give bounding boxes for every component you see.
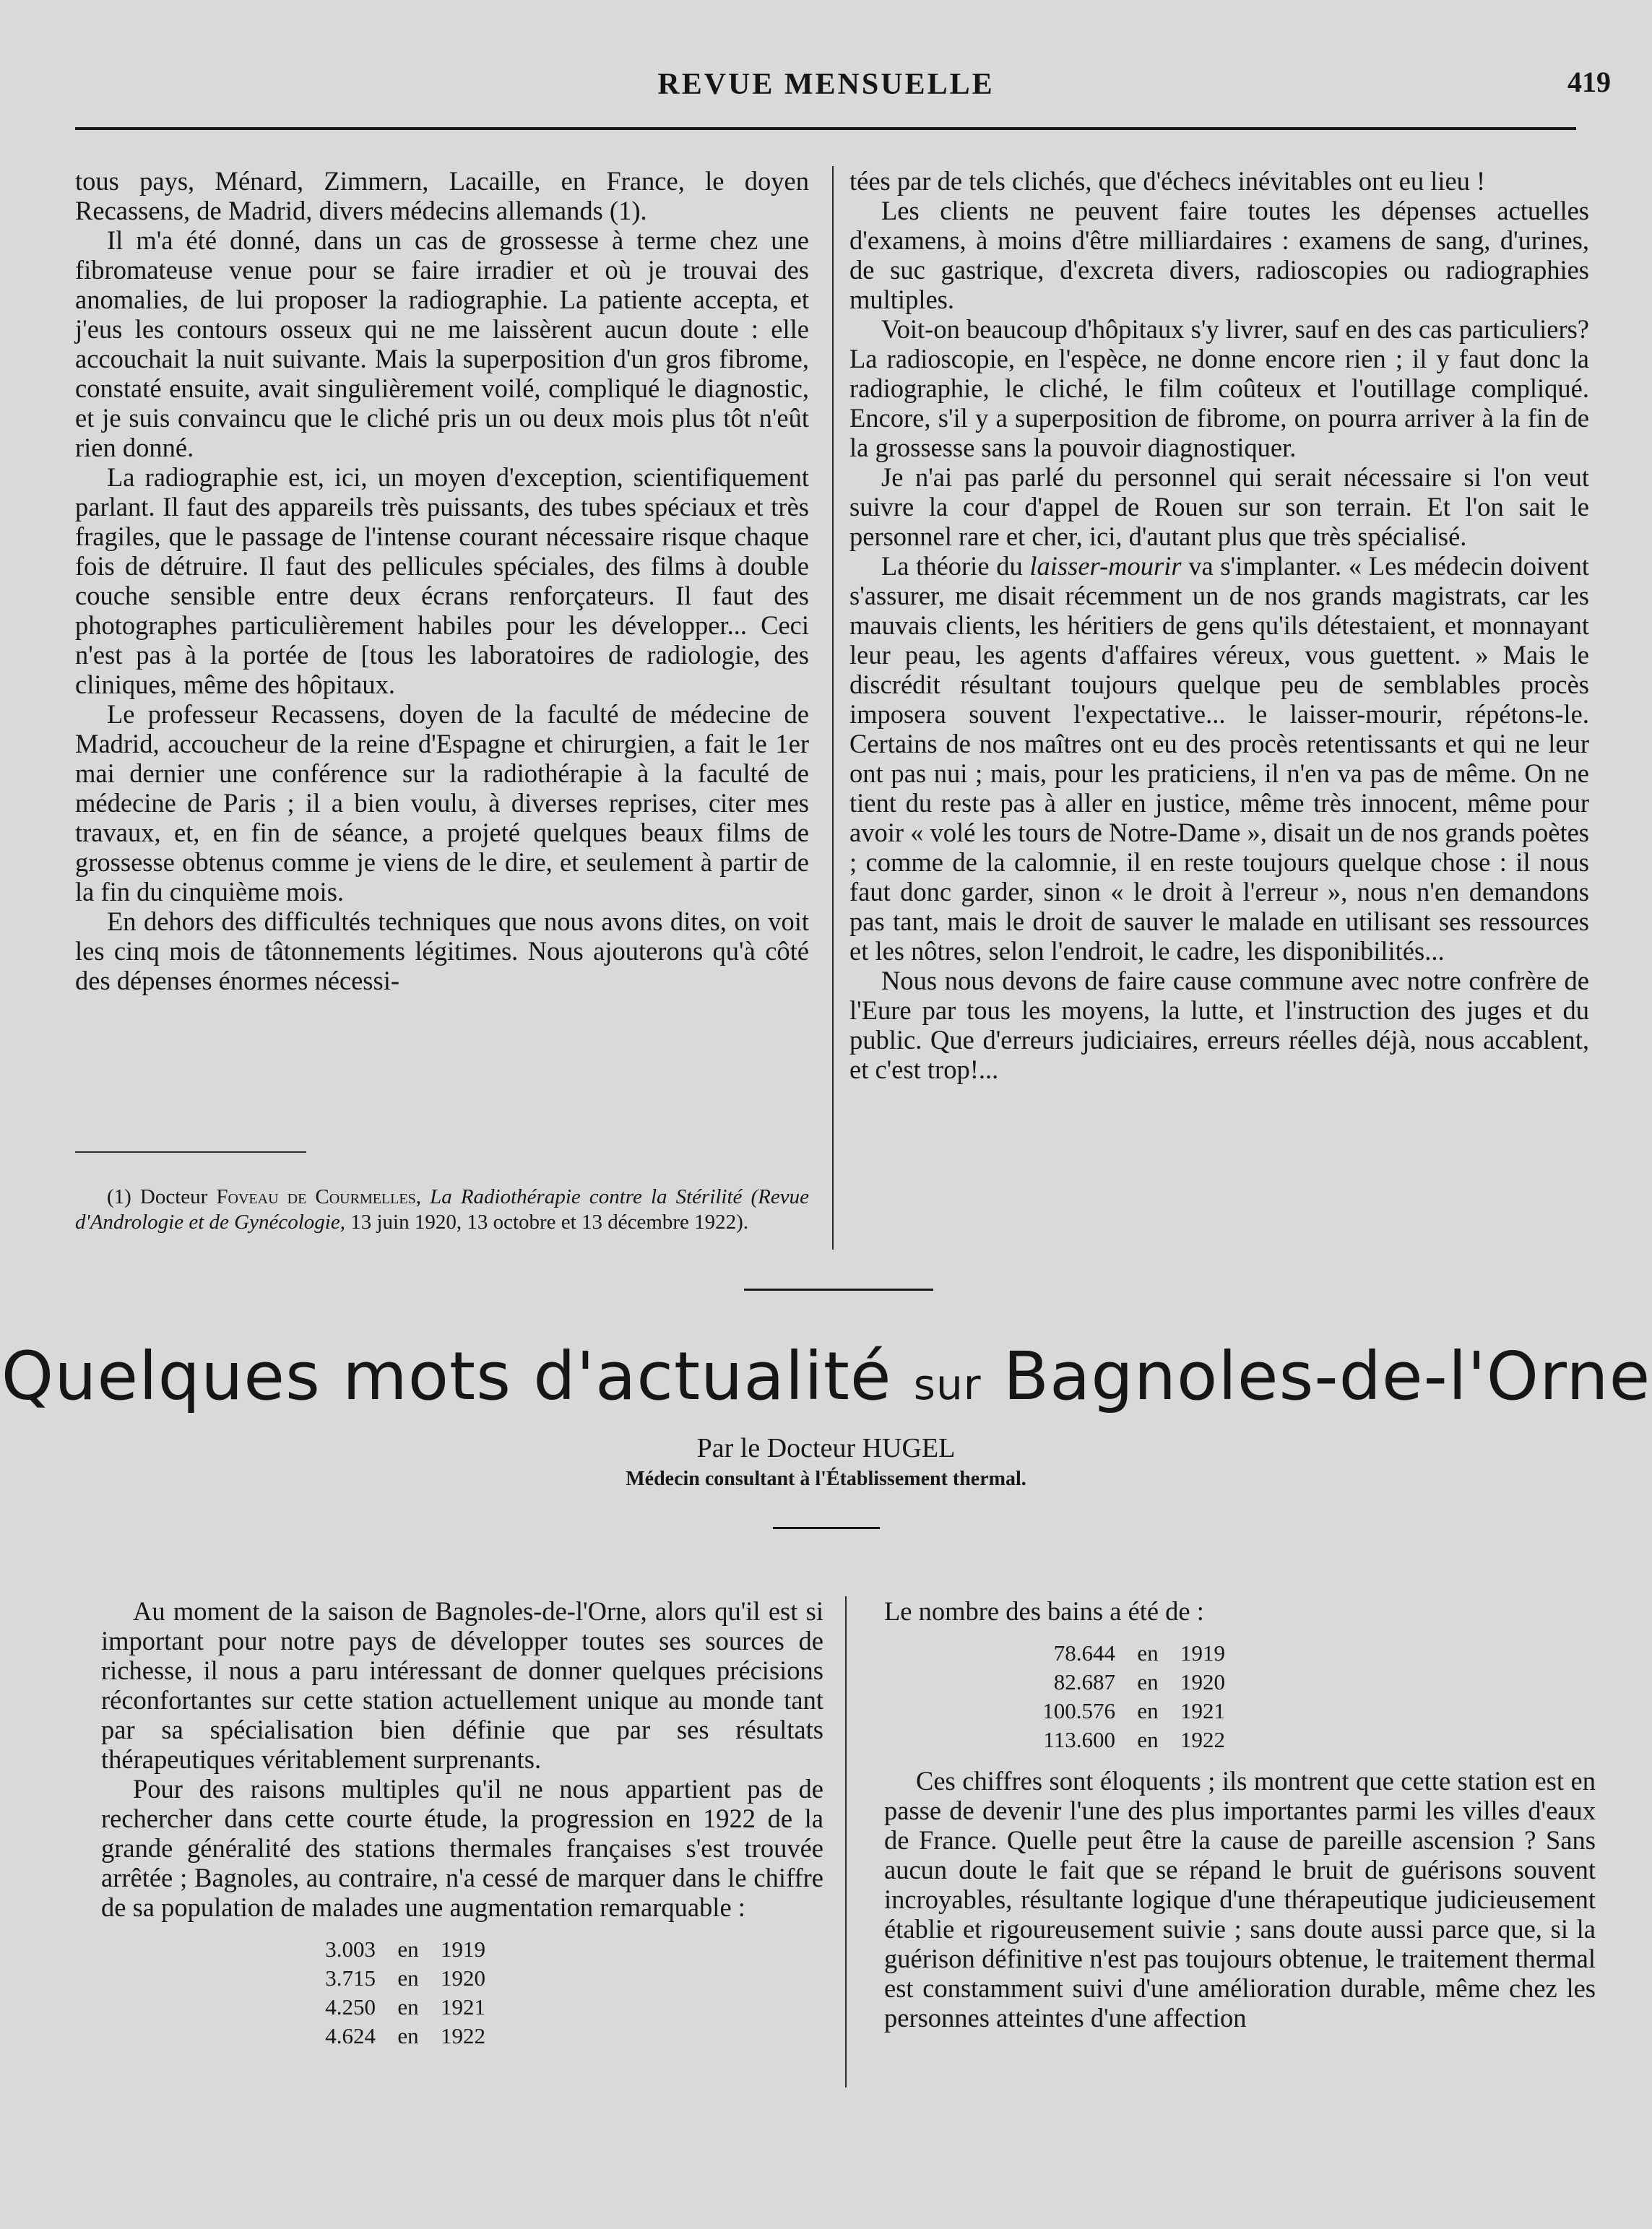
title-rule bbox=[773, 1527, 880, 1529]
page-number: 419 bbox=[1567, 66, 1611, 98]
top-right-column bbox=[849, 166, 1589, 1084]
column-divider bbox=[845, 1596, 847, 2087]
paragraph: Pour des raisons multiples qu'il ne nous appartient pas de rechercher dans cette courte étude, la progression en 1922 de la grande généralité des stations thermales françaises s'est trouvée arrêtée ; Bagnoles, au contraire, n'a cessé de marquer dans le chiffre de sa population de malades une augmentation remarquable : bbox=[101, 1774, 823, 1922]
stats-row: 100.576 en 1921 bbox=[1042, 1698, 1225, 1723]
article-title: Quelques mots d'actualité sur Bagnoles-de-l'Orne bbox=[1, 1338, 1651, 1415]
footnote-dates: 13 juin 1920, 13 octobre et 13 décembre 1922). bbox=[350, 1211, 749, 1234]
footnote bbox=[75, 1185, 809, 1235]
stats-row: 113.600 en 1922 bbox=[1043, 1727, 1225, 1752]
top-left-column bbox=[75, 166, 809, 995]
article-left-column bbox=[101, 1596, 823, 2062]
italic-term: laisser-mourir bbox=[1029, 551, 1182, 581]
paragraph: tous pays, Ménard, Zimmern, Lacaille, en France, le doyen Recassens, de Madrid, divers médecins allemands (1). bbox=[75, 166, 809, 225]
paragraph: La radiographie est, ici, un moyen d'exception, scientifiquement parlant. Il faut des appareils très puissants, des tubes spéciaux et très fragiles, que le passage de l'intense courant nécessaire risque chaque fois de détruire. Il faut des pellicules spéciales, des films à double couche sensible entre deux écrans renforçateurs. Il faut des photographes particulièrement habiles pour les développer... Ceci n'est pas à la portée de [tous les laboratoires de radiologie, des cliniques, même des hôpitaux. bbox=[75, 462, 809, 699]
byline: Par le Docteur HUGEL bbox=[696, 1433, 956, 1463]
bath-stats-table bbox=[884, 1639, 1596, 1754]
stats-row: 3.715 en 1920 bbox=[325, 1965, 485, 1991]
footnote-title: La Radiothérapie contre la Stérilité bbox=[430, 1185, 743, 1208]
footnote-author: Foveau de Courmelles, bbox=[216, 1185, 421, 1208]
column-divider bbox=[832, 166, 834, 1250]
running-header-title: REVUE MENSUELLE bbox=[657, 68, 995, 101]
paragraph: Nous nous devons de faire cause commune avec notre confrère de l'Eure par tous les moyens, la lutte, et l'instruction des juges et du public. Que d'erreurs judiciaires, erreurs réelles déjà, nous accablent, et c'est trop!... bbox=[849, 966, 1589, 1084]
paragraph: En dehors des difficultés techniques que nous avons dites, on voit les cinq mois de tâtonnements légitimes. Nous ajouterons qu'à côté des dépenses énormes nécessi- bbox=[75, 906, 809, 995]
footnote-marker: (1) Docteur bbox=[107, 1185, 208, 1208]
stats-row: 3.003 en 1919 bbox=[325, 1936, 485, 1962]
paragraph: Il m'a été donné, dans un cas de grossesse à terme chez une fibromateuse venue pour se faire irradier et où je trouvai des anomalies, de lui proposer la radiographie. La patiente accepta, et j'eus les contours osseux qui ne me laissèrent aucun doute : elle accouchait la nuit suivante. Mais la superposition d'un gros fibrome, constaté ensuite, avait singulièrement voilé, compliqué le diagnostic, et je suis convaincu que le cliché pris un ou deux mois plus tôt n'eût rien donné. bbox=[75, 225, 809, 462]
stats-row: 82.687 en 1920 bbox=[1053, 1669, 1225, 1695]
header-rule bbox=[75, 127, 1576, 130]
article-right-column bbox=[884, 1596, 1596, 2033]
stats-row: 4.250 en 1921 bbox=[325, 1994, 485, 2020]
stats-row: 78.644 en 1919 bbox=[1053, 1640, 1225, 1666]
stats-row: 4.624 en 1922 bbox=[325, 2023, 485, 2048]
paragraph: Les clients ne peuvent faire toutes les dépenses actuelles d'examens, à moins d'être milliardaires : examens de sang, d'urines, de suc gastrique, d'excreta divers, radioscopies ou radiographies multiples. bbox=[849, 196, 1589, 314]
section-separator bbox=[744, 1289, 933, 1291]
footnote-rule bbox=[75, 1151, 306, 1153]
author-affiliation: Médecin consultant à l'Établissement thermal. bbox=[626, 1468, 1026, 1490]
population-stats-table bbox=[101, 1935, 823, 2051]
paragraph: Je n'ai pas parlé du personnel qui serait nécessaire si l'on veut suivre la cour d'appel de Rouen sur son terrain. Et l'on sait le personnel rare et cher, ici, d'autant plus que très spécialisé. bbox=[849, 462, 1589, 551]
paragraph-theory: La théorie du laisser-mourir va s'implanter. « Les médecin doivent s'assurer, me disait récemment un de nos grands magistrats, car les mauvais clients, les héritiers de gens qu'ils détestaient, et monnayant leur peau, les agents d'affaires véreux, vous guettent. » Mais le discrédit résultant toujours quelque peu de semblables procès imposera souvent l'expectative... le laisser-mourir, répétons-le. Certains de nos maîtres ont eu des procès retentissants et qui ne leur ont pas nui ; mais, pour les praticiens, il n'en va pas de même. On ne tient du reste pas à aller en justice, même très innocent, même pour avoir « volé les tours de Notre-Dame », disait un de nos grands poètes ; comme de la calomnie, il en reste toujours quelque chose : il nous faut donc garder, sinon « le droit à l'erreur », nous n'en demandons pas tant, mais le droit de sauver le malade en utilisant ses ressources et les nôtres, selon l'endroit, le cadre, les disponibilités... bbox=[849, 551, 1589, 966]
footnote-journal: (Revue d'Andrologie et de Gynécologie, bbox=[75, 1185, 810, 1234]
paragraph: Au moment de la saison de Bagnoles-de-l'Orne, alors qu'il est si important pour notre pays de développer toutes ses sources de richesse, il nous a paru intéressant de donner quelques précisions réconfortantes sur cette station actuellement unique au monde tant par sa spécialisation bien définie que par ses résultats thérapeutiques véritablement surprenants. bbox=[101, 1596, 823, 1774]
paragraph: Le professeur Recassens, doyen de la faculté de médecine de Madrid, accoucheur de la reine d'Espagne et chirurgien, a fait le 1er mai dernier une conférence sur la radiothérapie à la faculté de médecine de Paris ; il a bien voulu, à diverses reprises, citer mes travaux, et, en fin de séance, a projeté quelques beaux films de grossesse obtenus comme je viens de le dire, et seulement à partir de la fin du cinquième mois. bbox=[75, 699, 809, 906]
paragraph: tées par de tels clichés, que d'échecs inévitables ont eu lieu ! bbox=[849, 166, 1486, 196]
paragraph: Voit-on beaucoup d'hôpitaux s'y livrer, sauf en des cas particuliers? La radioscopie, en l'espèce, ne donne encore rien ; il y faut donc la radiographie, le cliché, le film coûteux et l'outillage compliqué. Encore, s'il y a superposition de fibrome, on pourra arriver à la fin de la grossesse sans la pouvoir diagnostiquer. bbox=[849, 314, 1590, 462]
paragraph: Ces chiffres sont éloquents ; ils montrent que cette station est en passe de devenir l'une des plus importantes parmi les villes d'eaux de France. Quelle peut être la cause de pareille ascension ? Sans aucun doute le fait que se répand le bruit de guérisons souvent incroyables, résultante logique d'une thérapeutique judicieusement établie et rigoureusement suivie ; sans doute aussi parce que, si la guérison définitive n'est pas toujours obtenue, le traitement thermal est constamment suivi d'une amélioration durable, même chez les personnes atteintes d'une affection bbox=[884, 1766, 1596, 2033]
paragraph: Le nombre des bains a été de : bbox=[884, 1596, 1204, 1626]
